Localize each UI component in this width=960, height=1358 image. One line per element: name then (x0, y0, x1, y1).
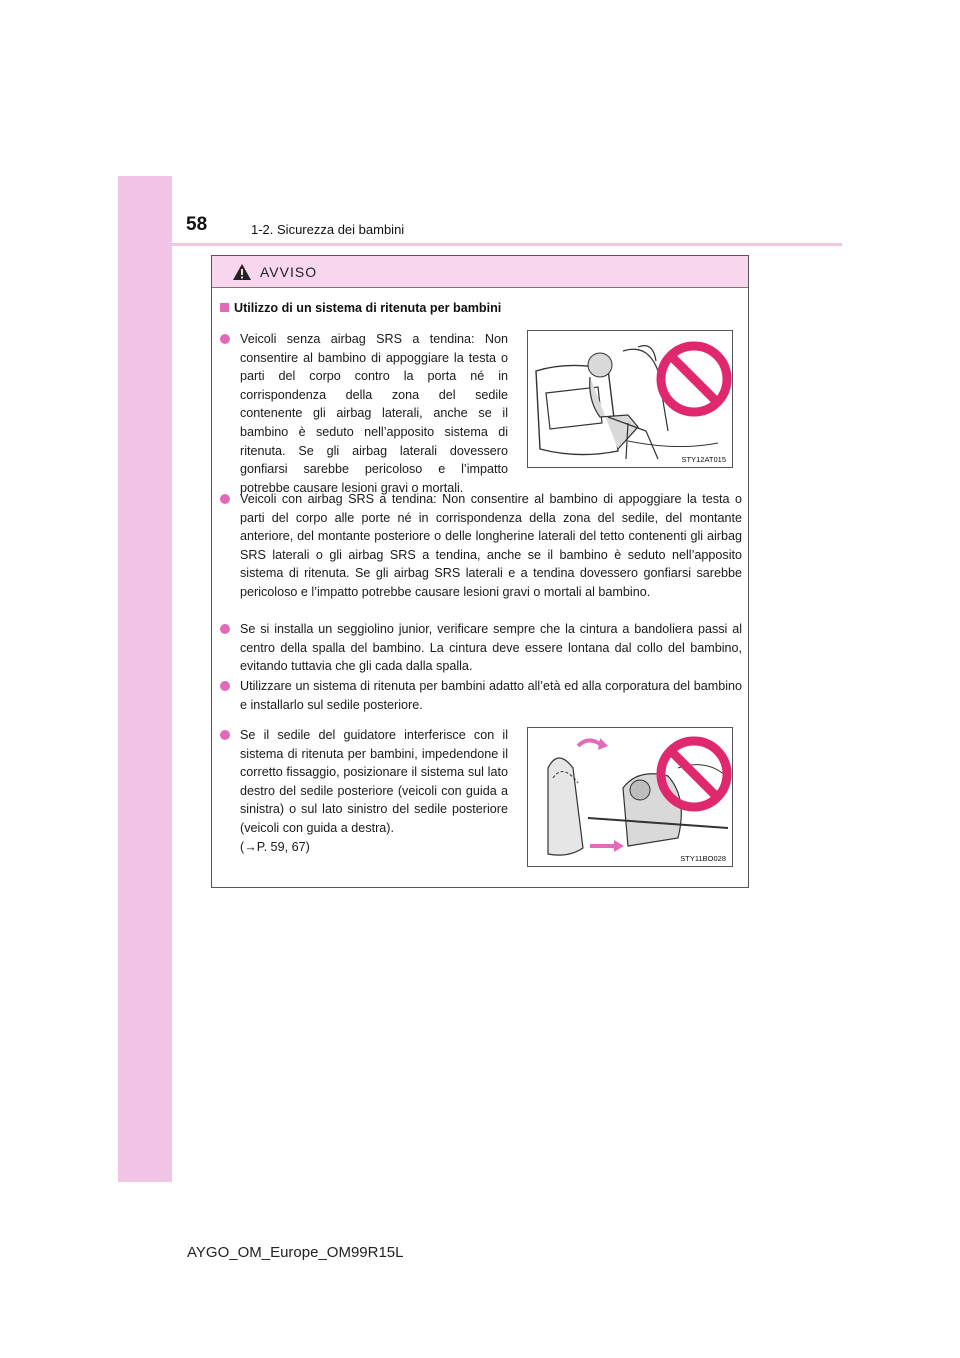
section-title: 1-2. Sicurezza dei bambini (251, 222, 405, 237)
side-color-band (118, 176, 172, 1182)
bullet-icon (220, 494, 230, 504)
list-item (220, 330, 508, 497)
warning-box (211, 255, 749, 888)
figure-code: STY11BO028 (680, 854, 726, 863)
list-item-text: Se il sedile del guidatore interferisce con il sistema di ritenuta per bambini, impedendone il corretto fissaggio, posizionare il sistema sul lato destro del sedile posteriore (veicoli con guida a sinistra) o sul lato sinistro del sedile posteriore (veicoli con guida a destra). (240, 728, 508, 835)
warning-subheading (220, 301, 501, 315)
illustration-driver-seat-interference (527, 727, 733, 867)
list-item (220, 490, 742, 602)
list-item-text: Utilizzare un sistema di ritenuta per bambini adatto all’età ed alla corporatura del bambino e installarlo sul sedile posteriore. (240, 679, 742, 712)
header-rule (172, 243, 842, 246)
illustration-child-against-door (527, 330, 733, 468)
bullet-icon (220, 334, 230, 344)
list-item-text: Veicoli con airbag SRS a tendina: Non consentire al bambino di appoggiare la testa o parti del corpo alle porte né in corrispondenza della zona del sedile, del montante anteriore, del montante posteriore o delle longherine laterali del tetto contenenti gli airbag SRS laterali o gli airbag SRS a tendina, anche se il bambino è seduto nell’apposito sistema di ritenuta. Se gli airbag SRS laterali e a tendina dovessero gonfiarsi sarebbe pericoloso e l’impatto potrebbe causare lesioni gravi o mortali al bambino. (240, 492, 742, 599)
warning-title: AVVISO (260, 263, 318, 280)
seat-interference-illustration (528, 728, 732, 866)
page-reference: (→P. 59, 67) (240, 839, 310, 854)
warning-triangle-icon (232, 263, 252, 281)
list-item (220, 726, 508, 856)
page-number: 58 (186, 214, 208, 235)
list-item-text: Se si installa un seggiolino junior, verificare sempre che la cintura a bandoliera passi al centro della spalla del bambino. La cintura deve essere lontana dal collo del bambino, evitando tuttavia che gli cada dalla spalla. (240, 622, 742, 674)
warning-subheading-text: Utilizzo di un sistema di ritenuta per bambini (234, 301, 502, 315)
square-bullet-icon (220, 303, 229, 312)
bullet-icon (220, 730, 230, 740)
child-door-illustration (528, 331, 732, 467)
document-id: AYGO_OM_Europe_OM99R15L (187, 1244, 404, 1261)
list-item (220, 620, 742, 676)
list-item-text: Veicoli senza airbag SRS a tendina: Non consentire al bambino di appoggiare la testa o parti del corpo contro la porta né in corrispondenza della zona del sedile contenente gli airbag laterali, anche se il bambino è seduto nell’apposito sistema di ritenuta. Se gli airbag laterali dovessero gonfiarsi sarebbe pericoloso e l’impatto potrebbe causare lesioni gravi o mortali. (240, 332, 508, 495)
figure-code: STY12AT015 (681, 455, 726, 464)
list-item (220, 677, 742, 714)
bullet-icon (220, 624, 230, 634)
bullet-icon (220, 681, 230, 691)
warning-header (212, 256, 748, 288)
